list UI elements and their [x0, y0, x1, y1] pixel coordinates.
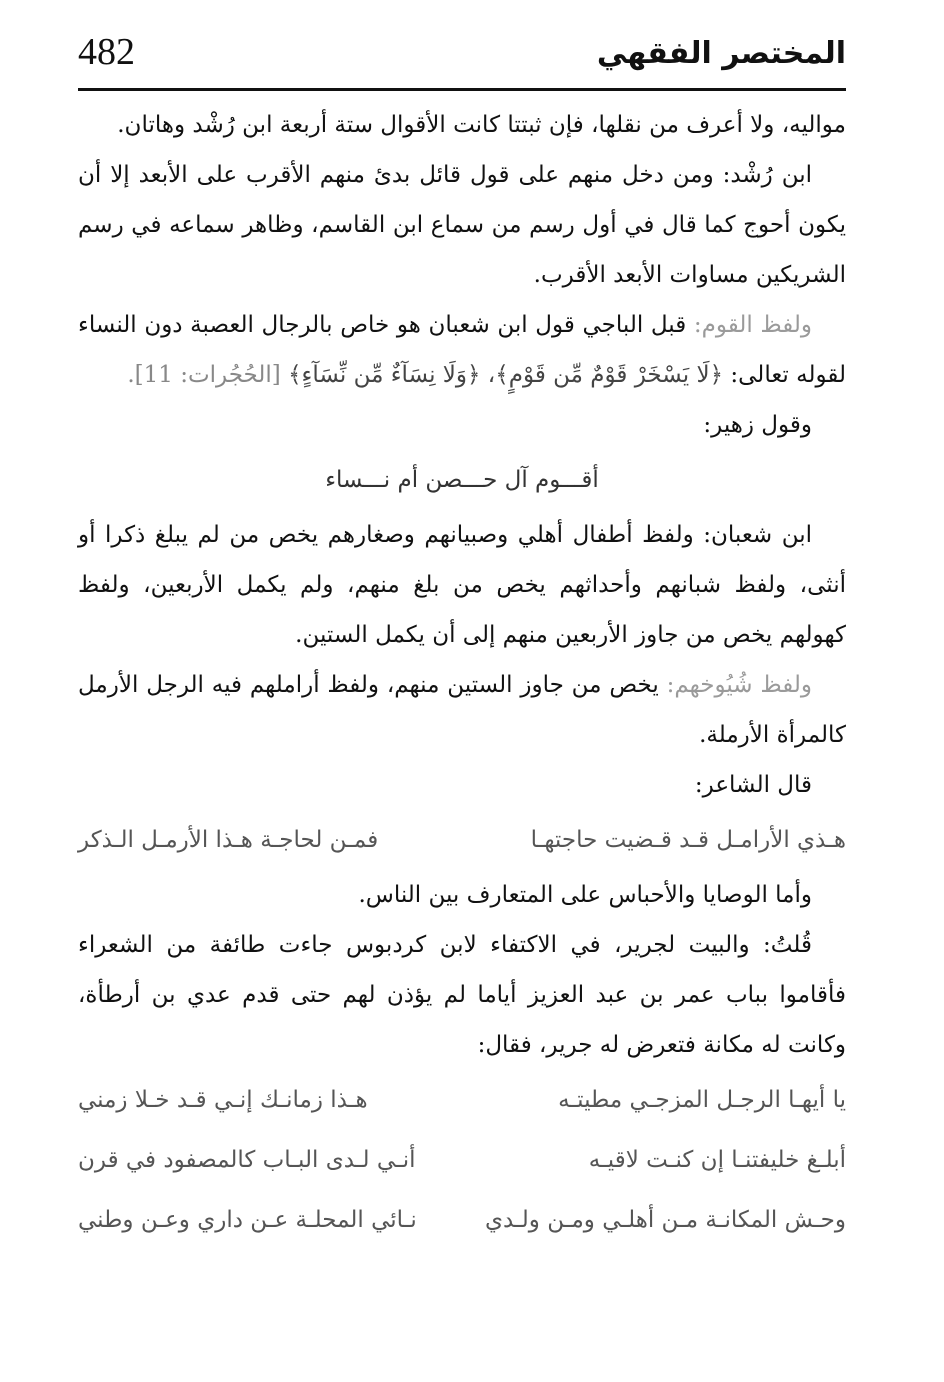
verse-hemistich: أبلـغ خليفتنـا إن كنـت لاقيـه [588, 1147, 846, 1173]
paragraph [78, 660, 846, 760]
page-number: 482 [78, 31, 135, 73]
verse-line: أقـــوم آل حـــصن أم نـــساء [325, 467, 599, 493]
quran-reference: [الحُجُرات: 11]. [127, 362, 281, 388]
paragraph: ابن شعبان: ولفظ أطفال أهلي وصبيانهم وصغارهم يخص من لم يبلغ ذكرا أو أنثى، ولفظ شبانهم وأحداثهم يخص من بلغ منهم، ولم يكمل الأربعين، ولفظ كهولهم يخص من جاوز الأربعين منهم إلى أن يكمل الستين. [78, 522, 846, 648]
verse-hemistich: هـذا زمانـك إنـي قـد خـلا زمني [78, 1087, 368, 1113]
page-body [78, 100, 846, 1250]
verse-hemistich: فمـن لحاجـة هـذا الأرمـل الـذكر [78, 827, 379, 853]
verse-hemistich: أنـي لـدى البـاب كالمصفود في قرن [78, 1147, 416, 1173]
verse-line [78, 1070, 846, 1130]
paragraph-lead: ولفظ القوم: [693, 312, 813, 338]
verse-hemistich: نـائي المحلـة عـن داري وعـن وطني [78, 1207, 417, 1233]
paragraph: وقول زهير: [703, 412, 812, 438]
paragraph: ابن رُشْد: ومن دخل منهم على قول قائل بدئ منهم الأقرب على الأبعد إلا أن يكون أحوج كما قال في أول رسم من سماع ابن القاسم، وظاهر سماعه في رسم الشريكين مساوات الأبعد الأقرب. [78, 162, 846, 288]
paragraph: قُلتُ: والبيت لجرير، في الاكتفاء لابن كردبوس جاءت طائفة من الشعراء فأقاموا بباب عمر بن عبد العزيز أياما لم يؤذن لهم حتى قدم عدي بن أرطأة، وكانت له مكانة فتعرض له جرير، فقال: [78, 932, 846, 1058]
paragraph: مواليه، ولا أعرف من نقلها، فإن ثبتتا كانت الأقوال ستة أربعة ابن رُشْد وهاتان. [117, 112, 846, 138]
paragraph-text: يخص من جاوز الستين منهم، ولفظ أراملهم فيه الرجل الأرمل كالمرأة الأرملة. [78, 672, 846, 748]
running-head: المختصر الفقهي [596, 36, 846, 71]
quran-quote: ﴿لَا يَسْخَرْ قَوْمٌ مِّن قَوْمٍ﴾، ﴿وَلَا نِسَآءٌ مِّن نِّسَآءٍ﴾ [288, 362, 724, 388]
paragraph: قال الشاعر: [694, 772, 812, 798]
verse-hemistich: وحـش المكانـة مـن أهلـي ومـن ولـدي [484, 1207, 846, 1233]
paragraph: وأما الوصايا والأحباس على المتعارف بين الناس. [358, 882, 812, 908]
verse-hemistich: يا أيهـا الرجـل المزجـي مطيتـه [558, 1087, 846, 1113]
page-header [78, 26, 846, 91]
paragraph [78, 300, 846, 400]
verse-hemistich: هـذي الأرامـل قـد قـضيت حاجتهـا [530, 827, 846, 853]
paragraph-lead: ولفظ شُيُوخهم: [666, 672, 812, 698]
verse-line [78, 1190, 846, 1250]
paragraph-text: قبل الباجي قول ابن شعبان هو خاص بالرجال العصبة دون النساء لقوله تعالى: [78, 312, 846, 388]
verse-line [78, 1130, 846, 1190]
verse-line [78, 810, 846, 870]
